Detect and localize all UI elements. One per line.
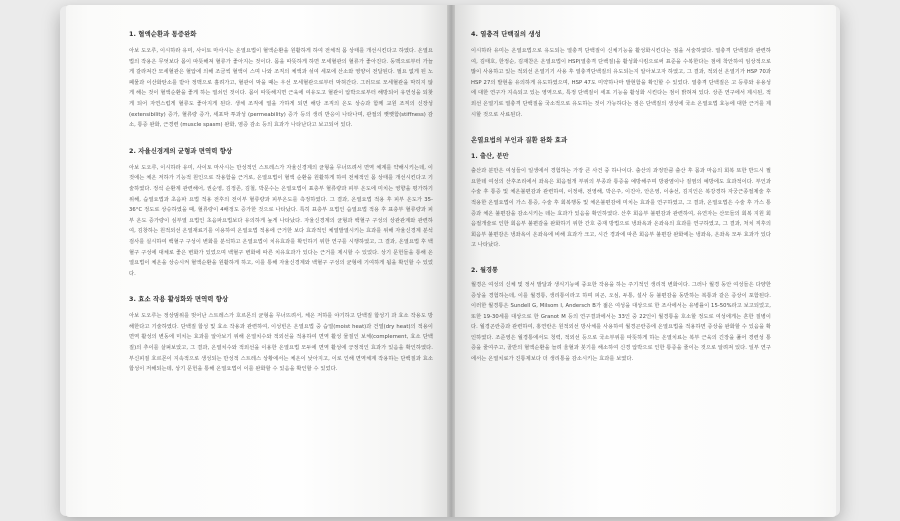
left-page (66, 5, 451, 517)
subsection-heading: 1. 출산, 분만 (471, 153, 509, 161)
chapter-heading: 온열요법의 부인과 질환 완화 효과 (471, 136, 568, 145)
right-page (451, 5, 836, 517)
section-body: 아보 도오루는 정상범위를 벗어난 스트레스가 호르몬의 균형을 무너뜨려서, 체온 저하를 야기하고 단백질 합성기 과 효소 작용도 방해한다고 기술하였다. 단백질 합성 및 효소 작용과 관련하여, 이성빈은 온열요법 중 습열(moist heat)과 건열(dry heat)의 적용이 면역 활성의 변동에 미치는 효과를 알아보기 위해 온열치수와 적외선을 적용하여 면역 활성 물질인 보체(complement, 효소 단백질)의 추이를 살펴보았고, 그 결과, 온열치수와 적외선을 이용한 온열요법 모두에 면역 활성에 긍정적인 효과가 있음을 확인하였다. 부신피질 호르몬이 지속적으로 생성되는 만성적 스트레스 상황에서는 체온이 낮아지고, 이로 인해 면역체계 작용하는 단백질과 효소 합성이 저해되는데, 상기 문헌을 통해 온열요법이 이를 완화할 수 있음을 확인할 수 있었다. (129, 313, 433, 373)
section-heading: 1. 혈액순환과 통증완화 (129, 30, 197, 38)
left-page-content (129, 29, 433, 384)
section-heading: 4. 열충격 단백질의 생성 (471, 30, 541, 38)
right-page-content (471, 29, 771, 374)
section-heading: 3. 효소 작용 활성화와 면역력 향상 (129, 295, 229, 304)
section-body: 아보 도오루, 이시하라 유미, 사이토 마사시는 온열요법이 혈액순환을 원활하게 하여 전체적 몸 상태를 개선시킨다고 하였다. 온열요법의 작용은 무엇보다 몸이 따뜻해져 혈류가 좋아지는 것이다. 몸을 따뜻하게 하면 모세혈관의 혈류가 좋아진다. 동맥으로부터 가늘게 갈라져간 모세혈관은 혈압에 의해 조금씩 혈액이 스며 나와 조직의 체액과 섞여 세포에 산소와 영양이 전달된다. 필요 없게 된 노폐물과 이산화탄소를 받아 정맥으로 흘려가고, 혈관이 막을 때는 우선 모세혈관으로부터 막혀간다. 그러므로 모세혈관을 막히지 않게 해는 것이 혈액순환을 좋게 하는 열쇠인 것이다. 몸이 따뜻해지면 근육에 여유도고 혈관이 압박으로부터 해방되어 유연성을 되찾게 되어 자연스럽게 혈류도 좋아지게 된다. 생체 조직에 열을 가하게 되면 해당 조직의 온도 상승과 함께 교원 조직의 신장성(extensibility) 증가, 혈류량 증가, 세포막 투과성 (permeability) 증가 등의 생리 반응이 나타나며, 관절의 뻣뻣함(stiffness) 감소, 통증 완화, 근경련 (muscle spasm) 완화, 염증 감소 등의 효과가 나타난다고 보고되어 있다. (129, 48, 433, 129)
section-body: 월경은 여성의 신체 및 정서 발달과 생식기능에 중요한 작용을 하는 주기적인 생리적 변화이다. 그러나 월경 동안 여성들은 다양한 증상을 경험하는데, 이를 월경통, 생리통이라고 하며 피곤, 오심, 두통, 설사 등 불편감을 동반하는 복통과 같은 증상이 포함된다. 이러한 월경통은 Sundell G, Milsom I, Andersch B가 젊은 여성을 대상으로 한 조사에서는 유병률이 15-50%라고 보고되었고, 또한 19-30세를 대상으로 한 Granot M 등의 연구결과에서는 33인 중 22인이 월경통을 호소할 정도로 여성에게는 흔한 질병이다. 월경곤란증과 관련하여, 홍연란은 원적외선 방사체를 사용하여 월경곤란증에 온열요법을 적용하면 증상을 완화할 수 있음을 확인하였다. 조준영은 월경통에서도 청력, 적외선 등으로 국소부위를 따뜻하게 하는 온열치료는 복부 근육의 긴장을 풀어 경련성 통증을 줄여주고, 골반의 혈액순환을 늘려 울혈과 붓기를 해소하여 신경 압박으로 인한 통증을 줄이는 것으로 알려져 있다. 일부 연구에서는 온열치료가 진통제보다 더 생리통을 감소시키는 효과를 보였다. (471, 281, 771, 363)
section-heading: 2. 자율신경계의 균형과 면역력 향상 (129, 146, 233, 155)
section-body: 이시하라 유미는 온열요법으로 유도되는 열충격 단백질이 신체기능을 활성화시킨다는 점을 서술하였다. 열충격 단백질과 관련하여, 김태호, 한정순, 김재찬은 온열요법이 HSP(열충격 단백질)을 활성화시킴으로써 표준을 수복한다는 점에 착안하여 임상적으로 많이 사용하고 있는 적외선 온열기기 사용 후 열충격단백질의 유도되는지 알아보고자 하였고, 그 결과, 적외선 온열기가 HSP 70과 HSP 27의 발현을 유의하게 유도하였으며, HSP 47도 미약하나마 발현함을 확인할 수 있었다. 열충격 단백질은 고 등류와 유용성에 대한 연구가 지속되고 있는 영역으로, 특정 단백질이 세포 기능을 활성화 시킨다는 점이 밝혀져 있다. 상존 연구에서 제시된, 적외선 온열기로 열충격 단백질을 국소적으로 유도하는 것이 가능하다는 점은 단백질의 생성에 국소 온열요법 효능에 대한 근거를 제시할 것으로 사료된다. (471, 48, 771, 118)
book-gutter (447, 5, 455, 517)
open-book (66, 5, 836, 517)
subsection-heading: 2. 월경통 (471, 266, 499, 274)
section-body: 출산과 분만은 여성들이 일생에서 경험하는 가장 큰 사건 중 하나이다. 출산의 과정만큼 출산 후 몸과 마음의 회복 또한 반드시 필요한데 여성의 산후조리에서 좌욕은 회음절개 부위의 부종과 통증을 예방해주며 방광염이나 질염의 예방에도 효과적이다. 부인과 수술 후 통증 및 체온불편감과 관련하여, 이정애, 전영해, 박은주, 이진아, 안은영, 이송선, 김지인은 복강경하 자궁근종절제술 후 적용한 온열요법이 가스 통증, 수술 후 회복행동 및 체온불편감에 미치는 효과를 연구하였고, 그 결과, 온열요법은 수술 후 가스 통증과 체온 불편감을 감소시키는 데는 효과가 있음을 확인하였다. 산후 회음부 불편감과 관련하여, 유연자는 산모들의 회복 지원 회음절개술로 인한 회음부 불편감을 완화하기 위한 간호 중재 방법으로 냉좌욕과 온좌욕의 효과를 연구하였고, 그 결과, 처치 직후의 회음부 불편감은 냉좌욕이 온좌욕에 비해 효과가 크고, 시간 경과에 따른 회음부 불편감 완화에는 냉좌욕, 온좌욕 모두 효과가 있다고 나타났다. (471, 168, 771, 249)
section-body: 아보 도오루, 이시하라 유미, 사이토 마사시는 만성적인 스트레스가 자율신경계의 균형을 무너뜨려서 면역 체계를 약해시키는데, 이것에는 체온 저하가 기능적 원인으로 작용함을 근거로, 온열요법이 혈액 순환을 원활하게 하여 전체적인 몸 상태를 개선시킨다고 기술하였다. 정석 순환계 관련해어, 권순영, 김정존, 김철, 박문수는 온열요법이 표층부 혈류량과 피부 온도에 미치는 영향을 평가하기 위해, 습열요법과 초음파 요법 적용 전후의 전이부 혈류량과 피부온도를 측정하였다. 그 결과, 온열요법 적용 후 피부 온도가 35-36°C 정도로 상승하였을 때, 혈류량이 4배정도 증가한 것으로 나타났다. 특히 표층부 요법인 습열요법 적용 후 표층부 혈류량과 피부 온도 증가량이 심부열 요법인 초음파요법보다 유의하게 높게 나타났다. 자율신경계의 균형과 백혈구 구성의 상관관계와 관련하여, 김창하는 원적외선 온열재료기를 이용하여 온열요법 적용에 근거한 보다 효과적인 체열발열시키는 효과를 위해 자율신경계 분석검사를 실시하여 백혈구 구성이 변화를 분석하고 온열요법이 치유효과를 확인하기 위한 연구를 시행하였고, 그 결과, 온열요법 후 백혈구 구성에 대체로 좋은 변화가 있었으며 백혈구 변화에 따른 치유효과가 있다는 근거를 제시할 수 있었다. 상기 문헌들을 통해 온열요법이 체온을 상승시켜 혈액순환을 원활하게 하고, 이를 통해 자율신경계와 백혈구 구성의 균형에 기여하게 됨을 확인할 수 있었다. (129, 164, 433, 277)
